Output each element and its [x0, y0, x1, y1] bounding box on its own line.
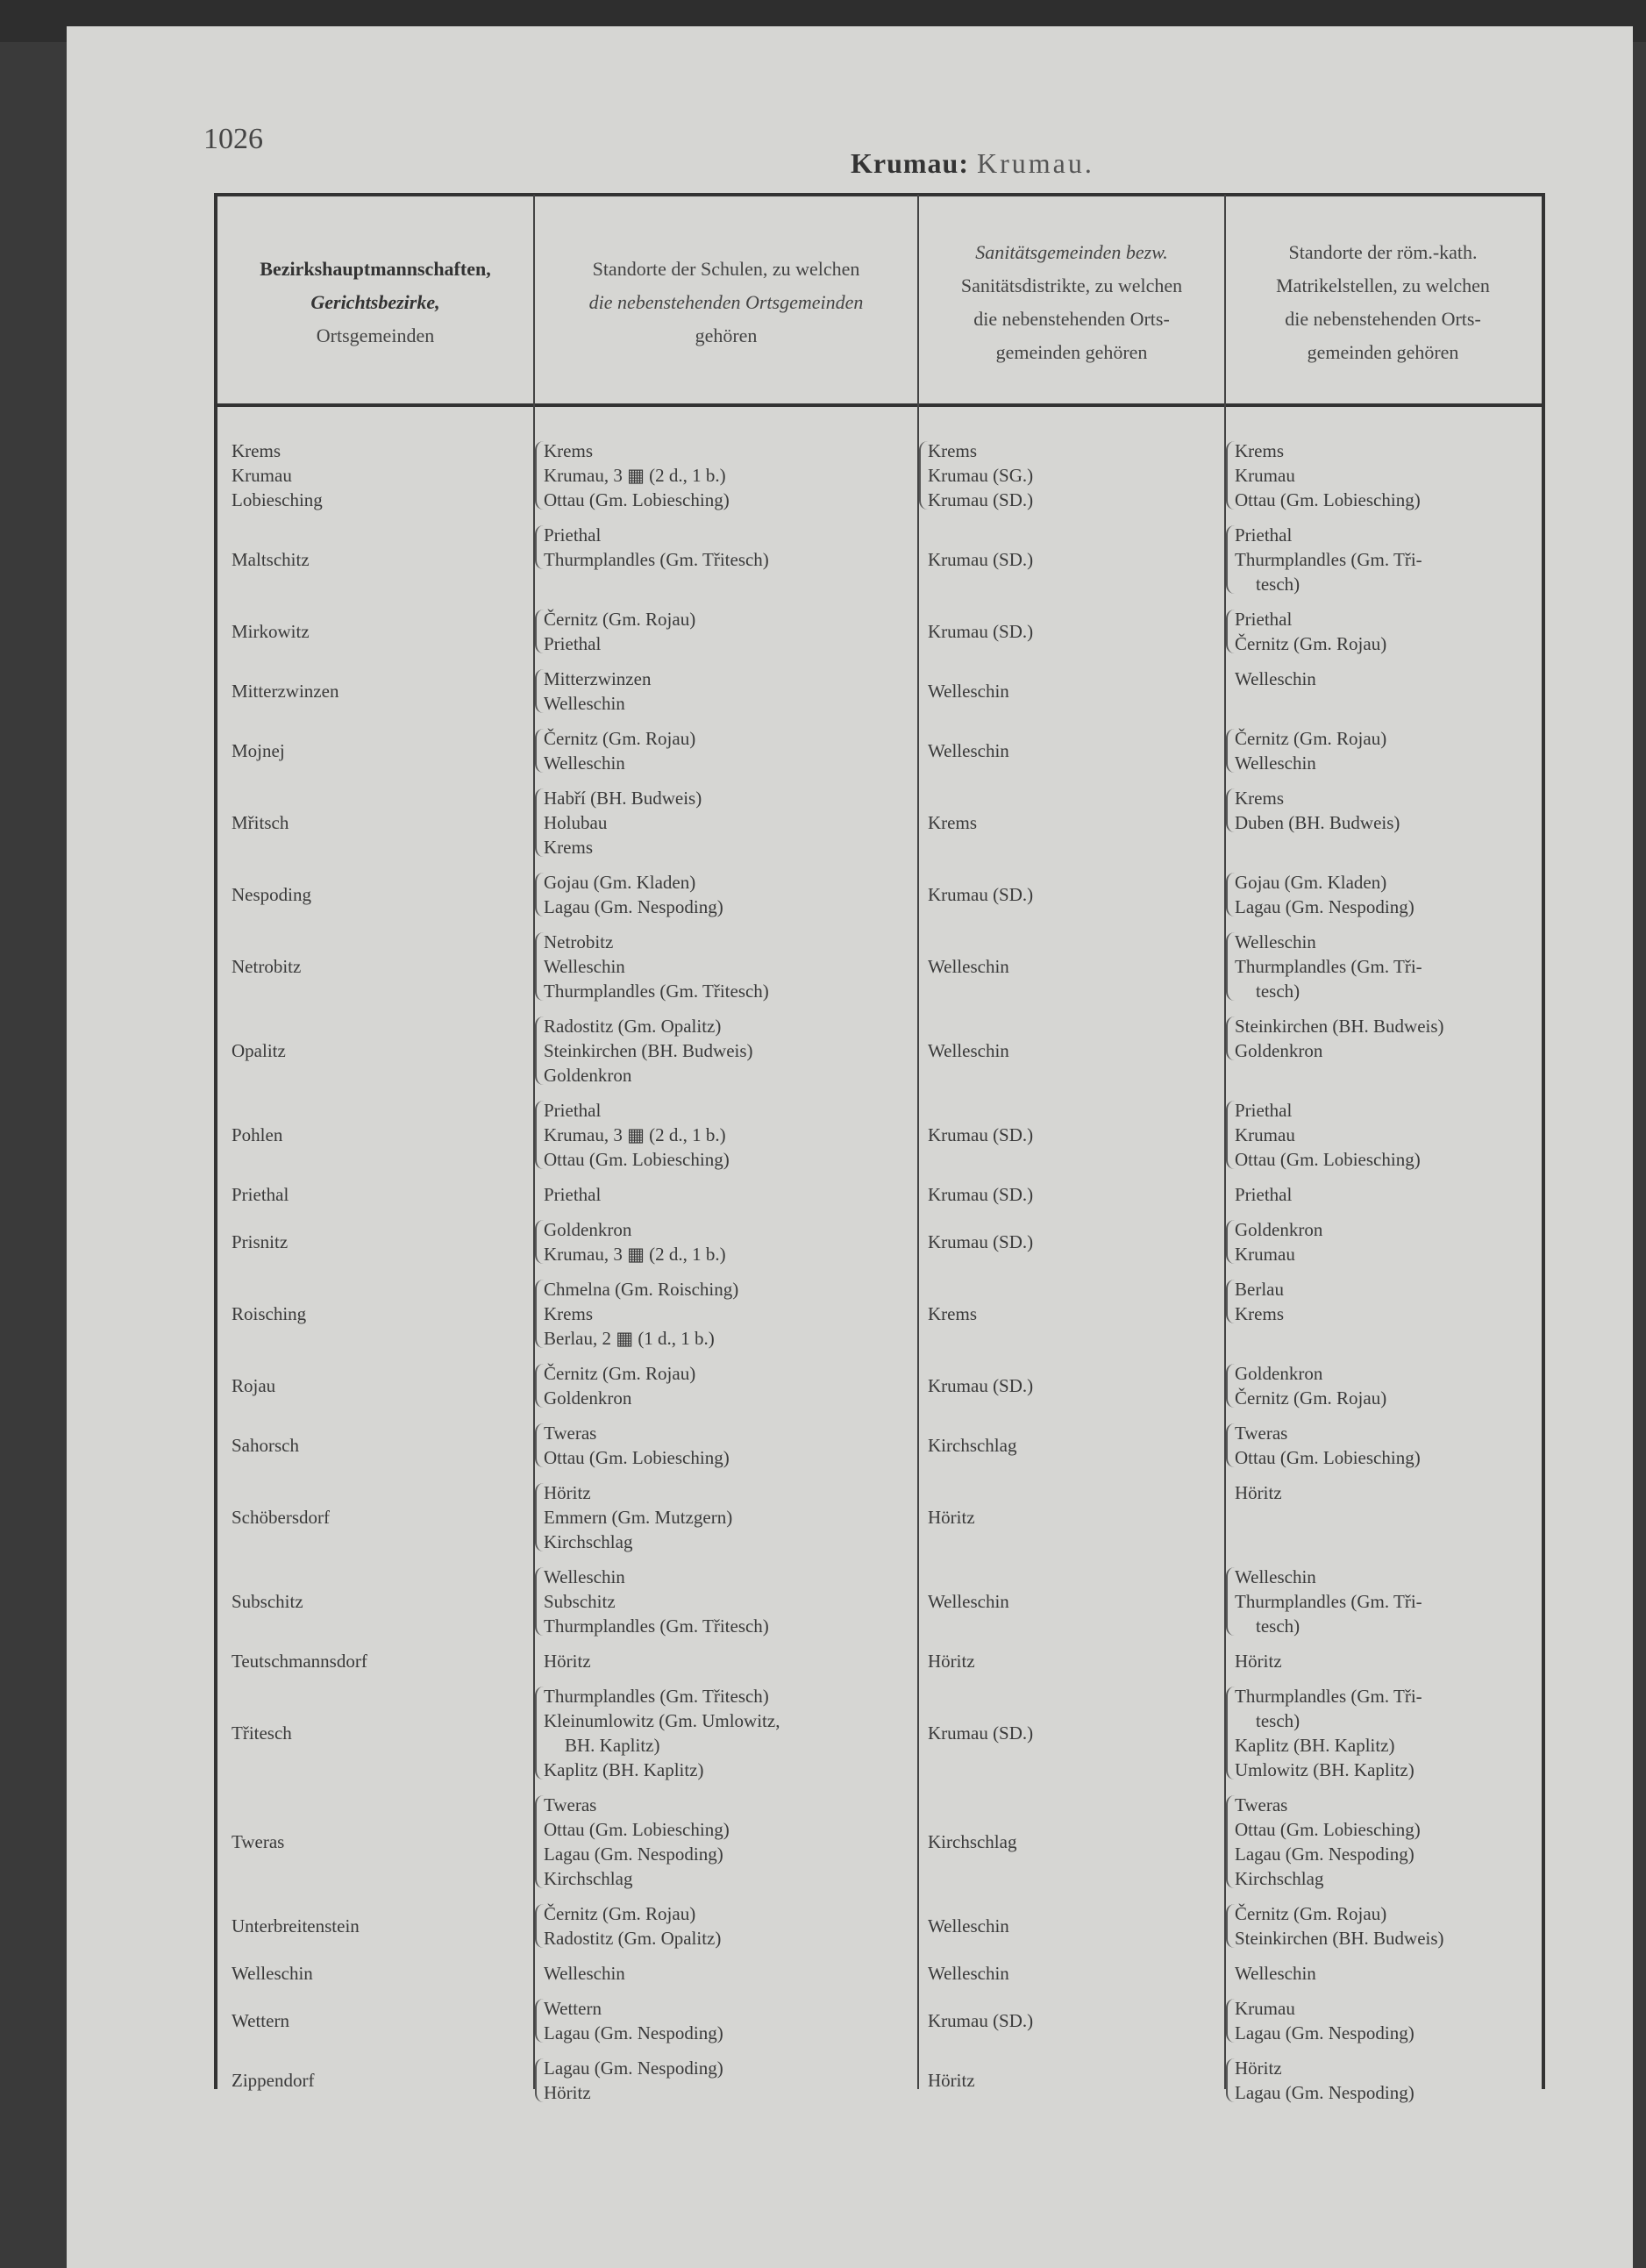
- gemeinde-cell: Mirkowitz: [232, 621, 310, 642]
- schule-cell: Höritz: [544, 1651, 591, 1672]
- schule-cell: Kirchschlag: [544, 1868, 633, 1889]
- gemeinde-cell: Unterbreitenstein: [232, 1915, 360, 1936]
- row-brace: [1226, 1016, 1235, 1060]
- row-brace: [535, 1220, 544, 1264]
- matrikel-cell: Goldenkron: [1235, 1040, 1323, 1061]
- header-line: die nebenstehenden Orts-: [1285, 308, 1481, 330]
- table-header-rule: [214, 403, 1545, 407]
- row-brace: [535, 2058, 544, 2102]
- schule-cell: Goldenkron: [544, 1065, 632, 1086]
- row-brace: [535, 1999, 544, 2043]
- matrikel-cell: Černitz (Gm. Rojau): [1235, 633, 1387, 654]
- schule-cell: Holubau: [544, 812, 608, 833]
- schule-cell: Welleschin: [544, 752, 625, 774]
- schule-cell: Kleinumlowitz (Gm. Umlowitz,: [544, 1710, 780, 1731]
- sanitaet-cell: Krumau (SD.): [928, 1124, 1034, 1145]
- gemeinde-cell: Opalitz: [232, 1040, 286, 1061]
- gemeinde-cell: Mřitsch: [232, 812, 289, 833]
- gemeinde-cell: Roisching: [232, 1303, 307, 1324]
- gemeinde-cell: Maltschitz: [232, 549, 310, 570]
- gemeinde-cell: Wettern: [232, 2010, 289, 2031]
- row-brace: [535, 1567, 544, 1636]
- matrikel-cell: Krumau: [1235, 465, 1295, 486]
- header-line: Bezirkshauptmannschaften,: [260, 258, 491, 280]
- matrikel-cell: Ottau (Gm. Lobiesching): [1235, 1447, 1421, 1468]
- sanitaet-cell: Krems: [928, 1303, 977, 1324]
- schule-cell: Höritz: [544, 1482, 591, 1503]
- gemeinde-cell: Zippendorf: [232, 2070, 315, 2091]
- gemeinde-cell: Netrobitz: [232, 956, 302, 977]
- header-line: Standorte der röm.-kath.: [1288, 241, 1478, 263]
- schule-cell: Welleschin: [544, 956, 625, 977]
- matrikel-cell: tesch): [1256, 1615, 1300, 1637]
- gemeinde-cell: Priethal: [232, 1184, 289, 1205]
- matrikel-cell: Krems: [1235, 1303, 1284, 1324]
- matrikel-cell: Ottau (Gm. Lobiesching): [1235, 489, 1421, 510]
- schule-cell: Berlau, 2 ▦ (1 d., 1 b.): [544, 1328, 715, 1349]
- schule-cell: Priethal: [544, 1100, 602, 1121]
- gemeinde-cell: Krems: [232, 440, 281, 461]
- header-line: gemeinden gehören: [995, 341, 1148, 363]
- sanitaet-cell: Krumau (SD.): [928, 1722, 1034, 1744]
- sanitaet-cell: Welleschin: [928, 956, 1009, 977]
- gemeinde-cell: Nespoding: [232, 884, 311, 905]
- row-brace: [535, 1483, 544, 1551]
- row-brace: [535, 1364, 544, 1408]
- matrikel-cell: Lagau (Gm. Nespoding): [1235, 2022, 1414, 2043]
- schule-cell: Ottau (Gm. Lobiesching): [544, 489, 730, 510]
- header-line: Sanitätsgemeinden bezw.: [975, 241, 1168, 263]
- running-head-court: Krumau.: [977, 147, 1094, 179]
- matrikel-cell: Krems: [1235, 440, 1284, 461]
- gemeinde-cell: Welleschin: [232, 1963, 313, 1984]
- gemeinde-cell: Rojau: [232, 1375, 276, 1396]
- table-frame: [214, 195, 1545, 2089]
- schule-cell: Netrobitz: [544, 931, 614, 952]
- sanitaet-cell: Krumau (SD.): [928, 549, 1034, 570]
- row-brace: [535, 932, 544, 1001]
- schule-cell: Kirchschlag: [544, 1531, 633, 1552]
- row-brace: [1226, 1280, 1235, 1323]
- row-brace: [535, 1904, 544, 1948]
- gemeinde-cell: Krumau: [232, 465, 292, 486]
- row-brace: [1226, 525, 1235, 594]
- matrikel-cell: Černitz (Gm. Rojau): [1235, 1387, 1387, 1409]
- row-brace: [1226, 1423, 1235, 1467]
- matrikel-cell: Priethal: [1235, 1100, 1293, 1121]
- schule-cell: Thurmplandles (Gm. Třitesch): [544, 1686, 769, 1707]
- row-brace: [1226, 1795, 1235, 1888]
- matrikel-cell: Steinkirchen (BH. Budweis): [1235, 1928, 1444, 1949]
- schule-cell: Krumau, 3 ▦ (2 d., 1 b.): [544, 1244, 726, 1265]
- schule-cell: Welleschin: [544, 1566, 625, 1587]
- header-line: Gerichtsbezirke,: [310, 291, 440, 313]
- schule-cell: Gojau (Gm. Kladen): [544, 872, 696, 893]
- row-brace: [1226, 1999, 1235, 2043]
- row-brace: [535, 610, 544, 653]
- sanitaet-cell: Welleschin: [928, 681, 1009, 702]
- schule-cell: Lagau (Gm. Nespoding): [544, 896, 723, 917]
- matrikel-cell: Thurmplandles (Gm. Tři-: [1235, 956, 1422, 977]
- schule-cell: Černitz (Gm. Rojau): [544, 728, 696, 749]
- schule-cell: Wettern: [544, 1998, 602, 2019]
- row-brace: [1226, 1101, 1235, 1169]
- sanitaet-cell: Höritz: [928, 1651, 975, 1672]
- schule-cell: Lagau (Gm. Nespoding): [544, 2022, 723, 2043]
- sanitaet-cell: Krumau (SG.): [928, 465, 1034, 486]
- sanitaet-cell: Krumau (SD.): [928, 1375, 1034, 1396]
- row-brace: [1226, 2058, 1235, 2102]
- matrikel-cell: Welleschin: [1235, 668, 1316, 689]
- schule-cell: Priethal: [544, 1184, 602, 1205]
- schule-cell: Krems: [544, 1303, 593, 1324]
- sanitaet-cell: Krems: [928, 812, 977, 833]
- row-brace: [1226, 1567, 1235, 1636]
- matrikel-cell: Lagau (Gm. Nespoding): [1235, 896, 1414, 917]
- row-brace: [1226, 729, 1235, 773]
- schule-cell: Ottau (Gm. Lobiesching): [544, 1149, 730, 1170]
- schule-cell: Radostitz (Gm. Opalitz): [544, 1928, 722, 1949]
- matrikel-cell: Priethal: [1235, 1184, 1293, 1205]
- schule-cell: Lagau (Gm. Nespoding): [544, 2058, 723, 2079]
- sanitaet-cell: Höritz: [928, 2070, 975, 2091]
- header-sanitaetsgemeinden: [921, 210, 1222, 395]
- sanitaet-cell: Krumau (SD.): [928, 489, 1034, 510]
- gemeinde-cell: Tweras: [232, 1831, 285, 1852]
- row-brace: [1226, 932, 1235, 1001]
- schule-cell: Mitterzwinzen: [544, 668, 652, 689]
- matrikel-cell: Lagau (Gm. Nespoding): [1235, 2082, 1414, 2103]
- schule-cell: Ottau (Gm. Lobiesching): [544, 1819, 730, 1840]
- header-line: gehören: [695, 325, 758, 346]
- gemeinde-cell: Pohlen: [232, 1124, 283, 1145]
- schule-cell: Höritz: [544, 2082, 591, 2103]
- row-brace: [535, 1101, 544, 1169]
- schule-cell: Tweras: [544, 1423, 597, 1444]
- sanitaet-cell: Kirchschlag: [928, 1435, 1017, 1456]
- header-schulen: [537, 210, 916, 395]
- schule-cell: BH. Kaplitz): [565, 1735, 660, 1756]
- matrikel-cell: Ottau (Gm. Lobiesching): [1235, 1149, 1421, 1170]
- gemeinde-cell: Prisnitz: [232, 1231, 289, 1252]
- matrikel-cell: tesch): [1256, 1710, 1300, 1731]
- matrikel-cell: Welleschin: [1235, 1566, 1316, 1587]
- matrikel-cell: Lagau (Gm. Nespoding): [1235, 1844, 1414, 1865]
- schule-cell: Kaplitz (BH. Kaplitz): [544, 1759, 704, 1780]
- gemeinde-cell: Mojnej: [232, 740, 285, 761]
- schule-cell: Krumau, 3 ▦ (2 d., 1 b.): [544, 1124, 726, 1145]
- gemeinde-cell: Sahorsch: [232, 1435, 299, 1456]
- gemeinde-cell: Schöbersdorf: [232, 1507, 330, 1528]
- matrikel-cell: tesch): [1256, 981, 1300, 1002]
- sanitaet-cell: Welleschin: [928, 1963, 1009, 1984]
- schule-cell: Chmelna (Gm. Roisching): [544, 1279, 739, 1300]
- matrikel-cell: Thurmplandles (Gm. Tři-: [1235, 1686, 1422, 1707]
- matrikel-cell: tesch): [1256, 574, 1300, 595]
- header-line: Matrikelstellen, zu welchen: [1276, 275, 1490, 296]
- gemeinde-cell: Mitterzwinzen: [232, 681, 339, 702]
- schule-cell: Steinkirchen (BH. Budweis): [544, 1040, 753, 1061]
- schule-cell: Goldenkron: [544, 1387, 632, 1409]
- row-brace: [1226, 441, 1235, 510]
- schule-cell: Krems: [544, 440, 593, 461]
- sanitaet-cell: Krumau (SD.): [928, 2010, 1034, 2031]
- matrikel-cell: Welleschin: [1235, 752, 1316, 774]
- sanitaet-cell: Krumau (SD.): [928, 884, 1034, 905]
- matrikel-cell: Thurmplandles (Gm. Tři-: [1235, 1591, 1422, 1612]
- row-brace: [535, 525, 544, 569]
- matrikel-cell: Krumau: [1235, 1998, 1295, 2019]
- matrikel-cell: Duben (BH. Budweis): [1235, 812, 1400, 833]
- schule-cell: Tweras: [544, 1794, 597, 1815]
- sanitaet-cell: Höritz: [928, 1507, 975, 1528]
- schule-cell: Thurmplandles (Gm. Třitesch): [544, 549, 769, 570]
- matrikel-cell: Höritz: [1235, 1651, 1282, 1672]
- row-brace: [535, 729, 544, 773]
- matrikel-cell: Steinkirchen (BH. Budweis): [1235, 1016, 1444, 1037]
- schule-cell: Priethal: [544, 524, 602, 546]
- gemeinde-cell: Teutschmannsdorf: [232, 1651, 367, 1672]
- schule-cell: Habří (BH. Budweis): [544, 788, 702, 809]
- matrikel-cell: Tweras: [1235, 1423, 1288, 1444]
- header-ortsgemeinden: [219, 210, 531, 395]
- header-line: Ortsgemeinden: [316, 325, 435, 346]
- gemeinde-cell: Subschitz: [232, 1591, 303, 1612]
- matrikel-cell: Gojau (Gm. Kladen): [1235, 872, 1387, 893]
- matrikel-cell: Černitz (Gm. Rojau): [1235, 1903, 1387, 1924]
- schule-cell: Černitz (Gm. Rojau): [544, 1903, 696, 1924]
- header-line: die nebenstehenden Orts-: [973, 308, 1170, 330]
- schule-cell: Emmern (Gm. Mutzgern): [544, 1507, 733, 1528]
- header-line: Sanitätsdistrikte, zu welchen: [960, 275, 1183, 296]
- matrikel-cell: Černitz (Gm. Rojau): [1235, 728, 1387, 749]
- schule-cell: Welleschin: [544, 1963, 625, 1984]
- matrikel-cell: Höritz: [1235, 1482, 1282, 1503]
- matrikel-cell: Welleschin: [1235, 1963, 1316, 1984]
- matrikel-cell: Krumau: [1235, 1244, 1295, 1265]
- schule-cell: Krumau, 3 ▦ (2 d., 1 b.): [544, 465, 726, 486]
- schule-cell: Welleschin: [544, 693, 625, 714]
- matrikel-cell: Priethal: [1235, 524, 1293, 546]
- running-head-district: Krumau:: [851, 147, 969, 179]
- schule-cell: Goldenkron: [544, 1219, 632, 1240]
- sanitaet-cell: Krumau (SD.): [928, 621, 1034, 642]
- row-brace: [535, 1016, 544, 1085]
- sanitaet-cell: Welleschin: [928, 1915, 1009, 1936]
- row-brace: [919, 441, 928, 510]
- matrikel-cell: Tweras: [1235, 1794, 1288, 1815]
- sanitaet-cell: Krems: [928, 440, 977, 461]
- matrikel-cell: Thurmplandles (Gm. Tři-: [1235, 549, 1422, 570]
- matrikel-cell: Priethal: [1235, 609, 1293, 630]
- row-brace: [1226, 1687, 1235, 1779]
- row-brace: [535, 1687, 544, 1779]
- row-brace: [1226, 1220, 1235, 1264]
- matrikel-cell: Krems: [1235, 788, 1284, 809]
- schule-cell: Černitz (Gm. Rojau): [544, 1363, 696, 1384]
- row-brace: [1226, 1904, 1235, 1948]
- matrikel-cell: Welleschin: [1235, 931, 1316, 952]
- gemeinde-cell: Třitesch: [232, 1722, 292, 1744]
- sanitaet-cell: Welleschin: [928, 1040, 1009, 1061]
- header-line: die nebenstehenden Ortsgemeinden: [588, 291, 864, 313]
- row-brace: [535, 441, 544, 510]
- schule-cell: Ottau (Gm. Lobiesching): [544, 1447, 730, 1468]
- header-matrikelstellen: [1228, 210, 1538, 395]
- schule-cell: Černitz (Gm. Rojau): [544, 609, 696, 630]
- matrikel-cell: Kaplitz (BH. Kaplitz): [1235, 1735, 1395, 1756]
- schule-cell: Thurmplandles (Gm. Třitesch): [544, 1615, 769, 1637]
- sanitaet-cell: Kirchschlag: [928, 1831, 1017, 1852]
- header-line: Standorte der Schulen, zu welchen: [592, 258, 860, 280]
- header-line: gemeinden gehören: [1307, 341, 1459, 363]
- sanitaet-cell: Krumau (SD.): [928, 1231, 1034, 1252]
- schule-cell: Radostitz (Gm. Opalitz): [544, 1016, 722, 1037]
- schule-cell: Thurmplandles (Gm. Třitesch): [544, 981, 769, 1002]
- gemeinde-cell: Lobiesching: [232, 489, 323, 510]
- row-brace: [535, 873, 544, 916]
- sanitaet-cell: Welleschin: [928, 740, 1009, 761]
- schule-cell: Krems: [544, 837, 593, 858]
- row-brace: [535, 788, 544, 857]
- matrikel-cell: Berlau: [1235, 1279, 1284, 1300]
- matrikel-cell: Umlowitz (BH. Kaplitz): [1235, 1759, 1414, 1780]
- schule-cell: Subschitz: [544, 1591, 616, 1612]
- schule-cell: Priethal: [544, 633, 602, 654]
- row-brace: [1226, 873, 1235, 916]
- row-brace: [535, 1795, 544, 1888]
- matrikel-cell: Ottau (Gm. Lobiesching): [1235, 1819, 1421, 1840]
- sanitaet-cell: Krumau (SD.): [928, 1184, 1034, 1205]
- row-brace: [535, 1423, 544, 1467]
- matrikel-cell: Kirchschlag: [1235, 1868, 1324, 1889]
- schule-cell: Lagau (Gm. Nespoding): [544, 1844, 723, 1865]
- page-number: 1026: [203, 123, 263, 155]
- matrikel-cell: Goldenkron: [1235, 1363, 1323, 1384]
- matrikel-cell: Goldenkron: [1235, 1219, 1323, 1240]
- row-brace: [535, 669, 544, 713]
- matrikel-cell: Krumau: [1235, 1124, 1295, 1145]
- row-brace: [535, 1280, 544, 1348]
- row-brace: [1226, 610, 1235, 653]
- sanitaet-cell: Welleschin: [928, 1591, 1009, 1612]
- row-brace: [1226, 1364, 1235, 1408]
- matrikel-cell: Höritz: [1235, 2058, 1282, 2079]
- row-brace: [1226, 788, 1235, 832]
- running-head: [851, 147, 1094, 180]
